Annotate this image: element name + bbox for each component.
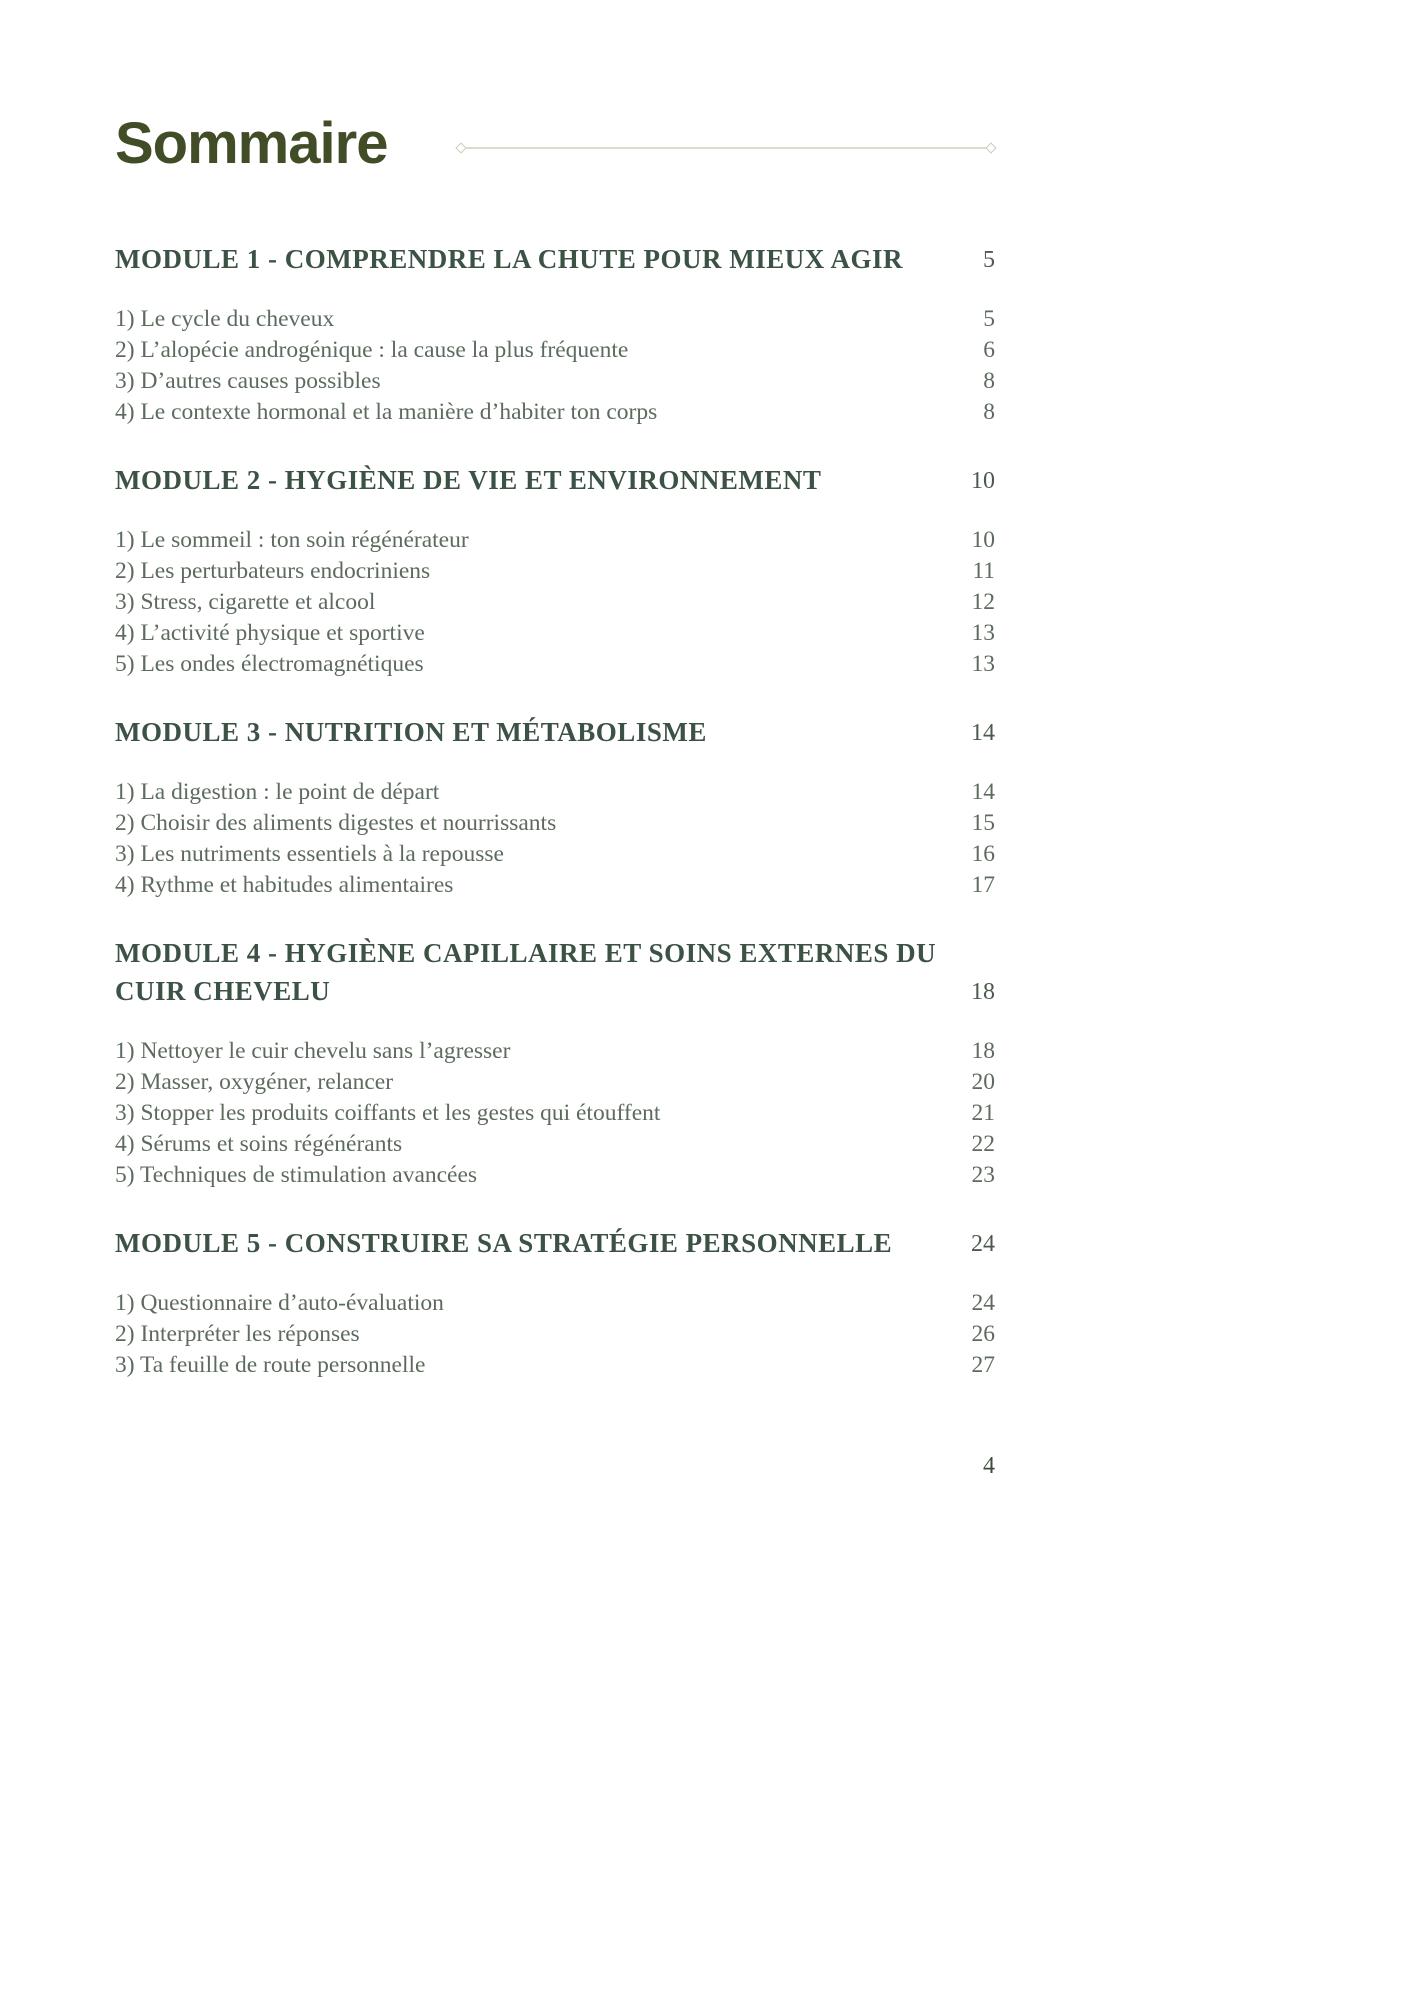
toc-item-label: 5) Les ondes électromagnétiques bbox=[115, 651, 424, 677]
toc-item-page: 5 bbox=[983, 306, 995, 332]
toc-item-page: 21 bbox=[971, 1100, 995, 1126]
toc-item-label: 3) D’autres causes possibles bbox=[115, 368, 381, 394]
toc-item-label: 1) Nettoyer le cuir chevelu sans l’agresser bbox=[115, 1038, 511, 1064]
toc-item-page: 24 bbox=[971, 1290, 995, 1316]
module-heading bbox=[115, 461, 995, 499]
module-heading bbox=[115, 934, 995, 1010]
toc-item-page: 10 bbox=[971, 527, 995, 553]
toc-item bbox=[115, 1036, 995, 1067]
module-heading bbox=[115, 713, 995, 751]
toc-item-page: 20 bbox=[971, 1069, 995, 1095]
toc-item bbox=[115, 525, 995, 556]
toc-item-label: 2) Interpréter les réponses bbox=[115, 1321, 360, 1347]
module-page-number: 10 bbox=[971, 468, 995, 494]
toc-item bbox=[115, 397, 995, 428]
toc-item bbox=[115, 1350, 995, 1381]
toc-item-page: 23 bbox=[971, 1162, 995, 1188]
toc-item bbox=[115, 1288, 995, 1319]
module-heading bbox=[115, 1224, 995, 1262]
toc-item-page: 26 bbox=[971, 1321, 995, 1347]
module-page-number: 18 bbox=[971, 979, 995, 1005]
toc-item bbox=[115, 870, 995, 901]
toc-item bbox=[115, 1098, 995, 1129]
toc-item-label: 4) L’activité physique et sportive bbox=[115, 620, 425, 646]
title-row bbox=[115, 0, 995, 176]
toc-item-label: 1) Le sommeil : ton soin régénérateur bbox=[115, 527, 469, 553]
toc-item-label: 4) Sérums et soins régénérants bbox=[115, 1131, 403, 1157]
toc-item-label: 3) Ta feuille de route personnelle bbox=[115, 1352, 426, 1378]
toc-item bbox=[115, 839, 995, 870]
module-title: MODULE 2 - HYGIÈNE DE VIE ET ENVIRONNEMENT bbox=[115, 465, 822, 495]
diamond-icon bbox=[456, 142, 467, 153]
toc-item-page: 22 bbox=[971, 1131, 995, 1157]
toc-module-4 bbox=[115, 934, 995, 1191]
toc-item-page: 16 bbox=[971, 841, 995, 867]
toc-item-page: 18 bbox=[971, 1038, 995, 1064]
toc-item bbox=[115, 1129, 995, 1160]
toc-item bbox=[115, 777, 995, 808]
module-items bbox=[115, 777, 995, 901]
diamond-icon bbox=[985, 142, 996, 153]
toc-item-label: 2) L’alopécie androgénique : la cause la plus fréquente bbox=[115, 337, 629, 363]
toc-item bbox=[115, 808, 995, 839]
toc-item bbox=[115, 335, 995, 366]
module-items bbox=[115, 1036, 995, 1191]
module-page-number: 5 bbox=[983, 247, 995, 273]
module-items bbox=[115, 525, 995, 680]
module-title: MODULE 3 - NUTRITION ET MÉTABOLISME bbox=[115, 717, 707, 747]
toc-item-page: 11 bbox=[972, 558, 995, 584]
toc-item-label: 4) Rythme et habitudes alimentaires bbox=[115, 872, 454, 898]
toc-item-label: 3) Les nutriments essentiels à la repousse bbox=[115, 841, 504, 867]
module-title: MODULE 5 - CONSTRUIRE SA STRATÉGIE PERSONNELLE bbox=[115, 1228, 893, 1258]
toc-module-1 bbox=[115, 240, 995, 428]
toc-item bbox=[115, 1319, 995, 1350]
module-heading bbox=[115, 240, 995, 278]
toc-item-label: 1) La digestion : le point de départ bbox=[115, 779, 440, 805]
toc-item bbox=[115, 1067, 995, 1098]
toc-item-label: 3) Stress, cigarette et alcool bbox=[115, 589, 376, 615]
toc-item-page: 17 bbox=[971, 872, 995, 898]
page-content bbox=[115, 0, 995, 1480]
toc-item-page: 13 bbox=[971, 620, 995, 646]
toc-item bbox=[115, 587, 995, 618]
toc-item-label: 2) Masser, oxygéner, relancer bbox=[115, 1069, 394, 1095]
toc-item-page: 12 bbox=[971, 589, 995, 615]
toc-module-2 bbox=[115, 461, 995, 680]
module-page-number: 24 bbox=[971, 1231, 995, 1257]
toc-item-label: 1) Questionnaire d’auto-évaluation bbox=[115, 1290, 444, 1316]
toc-item-label: 5) Techniques de stimulation avancées bbox=[115, 1162, 478, 1188]
toc-item-page: 13 bbox=[971, 651, 995, 677]
toc-item-label: 2) Choisir des aliments digestes et nourrissants bbox=[115, 810, 557, 836]
toc-item-page: 8 bbox=[983, 399, 995, 425]
toc-item bbox=[115, 304, 995, 335]
toc-item-page: 6 bbox=[983, 337, 995, 363]
module-items bbox=[115, 304, 995, 428]
page-title: Sommaire bbox=[115, 111, 388, 176]
toc-item bbox=[115, 649, 995, 680]
toc-item bbox=[115, 366, 995, 397]
divider-line bbox=[465, 147, 987, 149]
decorative-divider bbox=[457, 144, 995, 152]
toc-item-page: 8 bbox=[983, 368, 995, 394]
toc-module-3 bbox=[115, 713, 995, 901]
toc-item-label: 1) Le cycle du cheveux bbox=[115, 306, 335, 332]
toc-module-5 bbox=[115, 1224, 995, 1381]
toc-item-label: 3) Stopper les produits coiffants et les gestes qui étouffent bbox=[115, 1100, 661, 1126]
module-items bbox=[115, 1288, 995, 1381]
module-title: MODULE 4 - HYGIÈNE CAPILLAIRE ET SOINS EXTERNES DU CUIR CHEVELU bbox=[115, 938, 937, 1006]
toc-item bbox=[115, 556, 995, 587]
module-page-number: 14 bbox=[971, 720, 995, 746]
toc-item-label: 4) Le contexte hormonal et la manière d’habiter ton corps bbox=[115, 399, 658, 425]
module-title: MODULE 1 - COMPRENDRE LA CHUTE POUR MIEUX AGIR bbox=[115, 244, 904, 274]
footer-page-number: 4 bbox=[983, 1453, 995, 1479]
toc-item bbox=[115, 1160, 995, 1191]
toc-item-page: 27 bbox=[971, 1352, 995, 1378]
toc-item-page: 14 bbox=[971, 779, 995, 805]
toc-item-label: 2) Les perturbateurs endocriniens bbox=[115, 558, 431, 584]
toc-item-page: 15 bbox=[971, 810, 995, 836]
toc-item bbox=[115, 618, 995, 649]
